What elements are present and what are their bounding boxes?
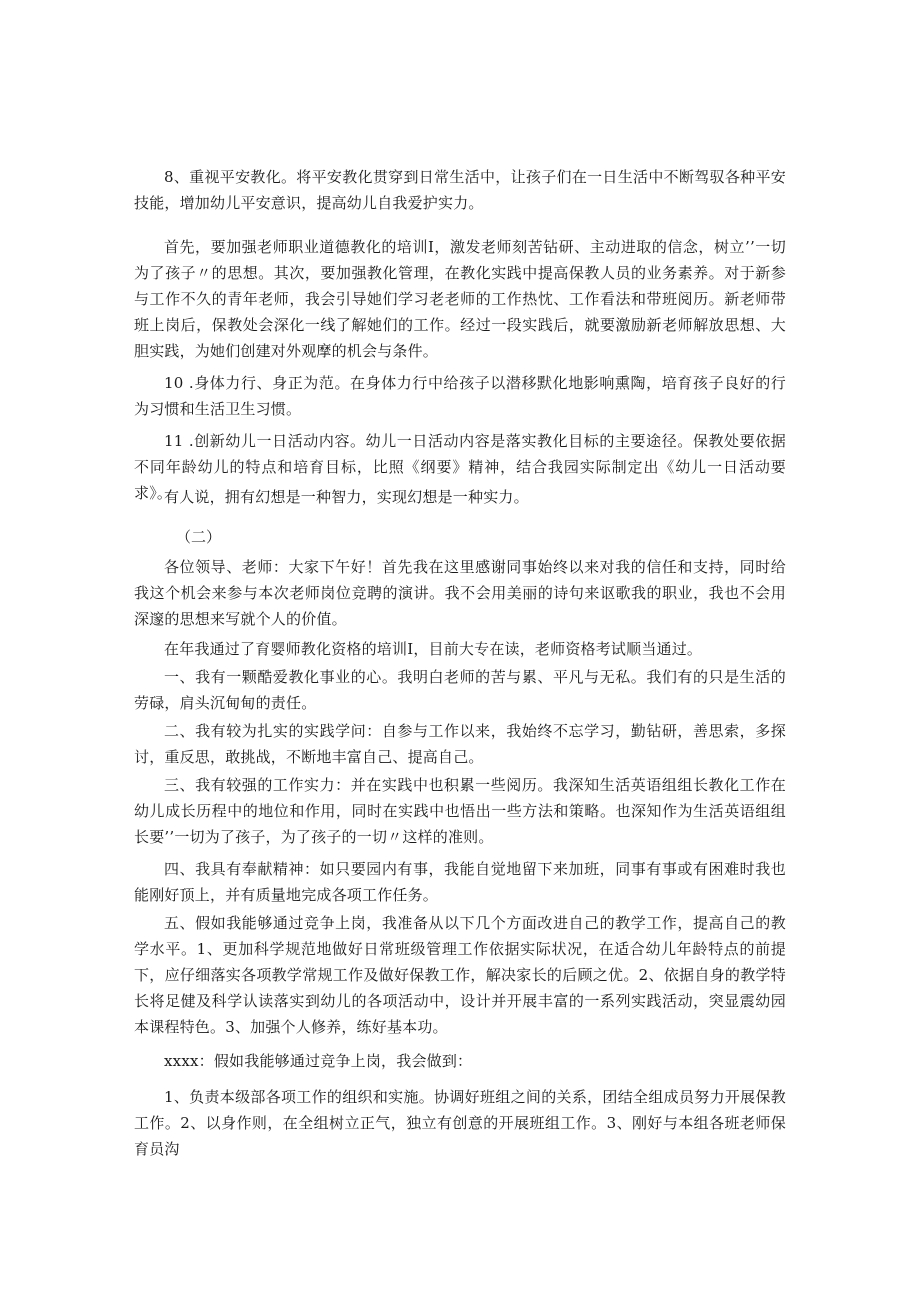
- paragraph-point-four: 四、我具有奉献精神：如只要园内有事，我能自觉地留下来加班，同事有事或有困难时我也能刚好顶上，并有质量地完成各项工作任务。: [134, 860, 786, 904]
- paragraph-dream-quote: 有人说，拥有幻想是一种智力，实现幻想是一种实力。: [164, 488, 529, 506]
- paragraph-daily-activities: 11 .创新幼儿一日活动内容。幼儿一日活动内容是落实教化目标的主要途径。保教处要依据不同年龄幼儿的特点和培育目标，比照《纲要》精神，结合我园实际制定出《幼儿一日活动要求》。: [134, 432, 786, 502]
- paragraph-responsibilities: 1、负责本级部各项工作的组织和实施。协调好班组之间的关系，团结全组成员努力开展保教工作。2、以身作则，在全组树立正气，独立有创意的开展班组工作。3、刚好与本组各班老师保育员沟: [134, 1088, 786, 1158]
- paragraph-point-two: 二、我有较为扎实的实践学问：自参与工作以来，我始终不忘学习，勤钻研，善思索，多探讨，重反思，敢挑战，不断地丰富自己、提高自己。: [134, 722, 786, 766]
- paragraph-teacher-training: 首先，要加强老师职业道德教化的培训I，激发老师刻苦钻研、主动进取的信念，树立’’一切为了孩子〃的思想。其次，要加强教化管理，在教化实践中提高保教人员的业务素养。对于新参与工作不久的青年老师，我会引导她们学习老老师的工作热忱、工作看法和带班阅历。新老师带班上岗后，保教处会深化一线了解她们的工作。经过一段实践后，就要激励新老师解放思想、大胆实践，为她们创建对外观摩的机会与条件。: [134, 238, 786, 360]
- paragraph-lead-by-example: 10 .身体力行、身正为范。在身体力行中给孩子以潜移默化地影响熏陶，培育孩子良好的行为习惯和生活卫生习惯。: [134, 374, 786, 418]
- paragraph-safety-education: 8、重视平安教化。将平安教化贯穿到日常生活中，让孩子们在一日生活中不断驾驭各种平安技能，增加幼儿平安意识，提高幼儿自我爱护实力。: [134, 168, 786, 212]
- section-heading-two: （二）: [176, 528, 222, 546]
- paragraph-commitment-intro: xxxx：假如我能够通过竞争上岗，我会做到：: [164, 1052, 473, 1070]
- paragraph-greeting: 各位领导、老师：大家下午好！首先我在这里感谢同事始终以来对我的信任和支持，同时给我这个机会来参与本次老师岗位竞聘的演讲。我不会用美丽的诗句来讴歌我的职业，我也不会用深邃的思想来写就个人的价值。: [134, 558, 786, 628]
- paragraph-point-three: 三、我有较强的工作实力：并在实践中也积累一些阅历。我深知生活英语组组长教化工作在幼儿成长历程中的地位和作用，同时在实践中也悟出一些方法和策略。也深知作为生活英语组组长要’’一切为了孩子，为了孩子的一切〃这样的准则。: [134, 776, 786, 846]
- paragraph-qualification: 在年我通过了育婴师教化资格的培训I，目前大专在读，老师资格考试顺当通过。: [164, 640, 703, 658]
- paragraph-point-one: 一、我有一颗酷爱教化事业的心。我明白老师的苦与累、平凡与无私。我们有的只是生活的劳碌，肩头沉甸甸的责任。: [134, 668, 786, 712]
- paragraph-point-five: 五、假如我能够通过竞争上岗，我准备从以下几个方面改进自己的教学工作，提高自己的教学水平。1、更加科学规范地做好日常班级管理工作依据实际状况，在适合幼儿年龄特点的前提下，应仔细落实各项教学常规工作及做好保教工作，解决家长的后顾之优。2、依据自身的教学特长将足健及科学认读落实到幼儿的各项活动中，设计并开展丰富的一系列实践活动，突显震幼园本课程特色。3、加强个人修养，练好基本功。: [134, 914, 786, 1036]
